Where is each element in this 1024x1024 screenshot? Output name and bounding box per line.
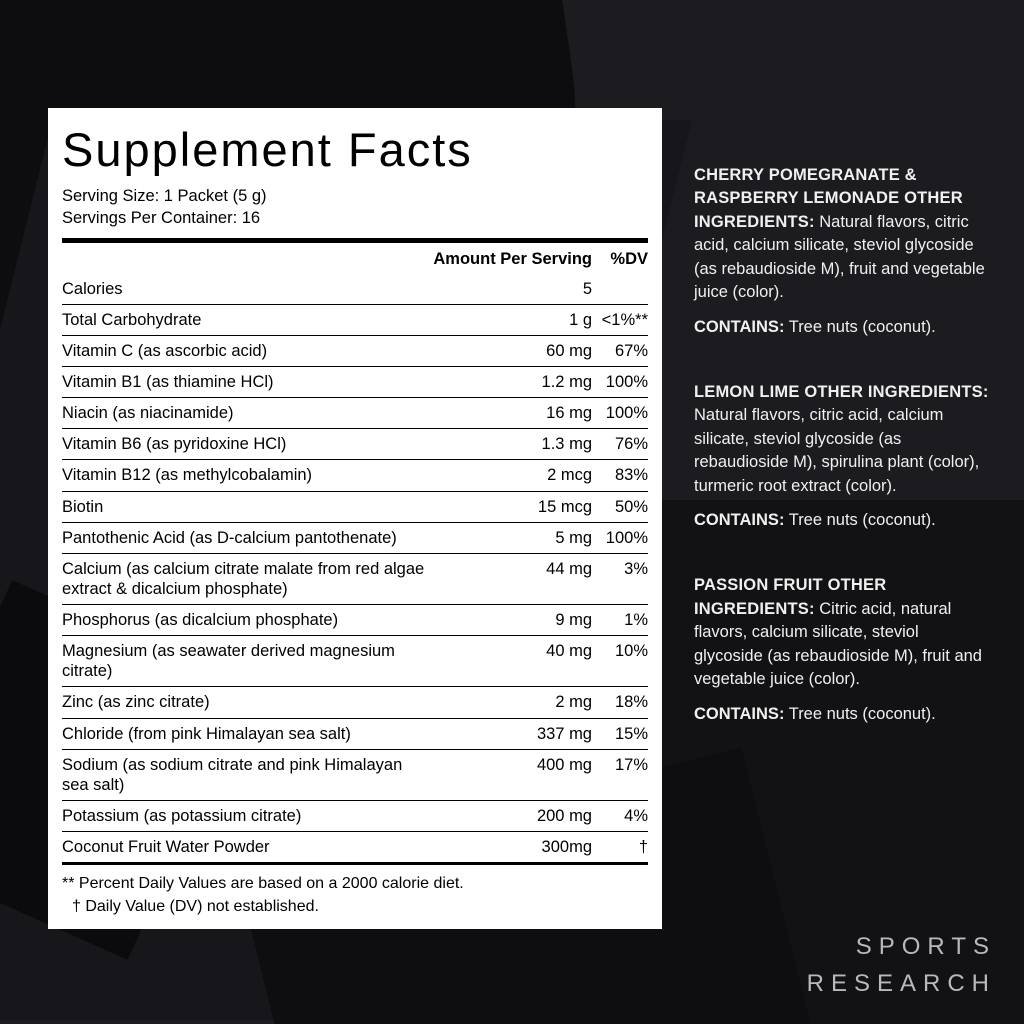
nutrient-amount: 300mg [541,838,592,857]
nutrient-name: Calcium (as calcium citrate malate from red algae extract & dicalcium phosphate) [62,553,433,604]
nutrient-name: Calories [62,274,433,305]
nutrient-percent-dv: 4% [592,800,648,831]
supplement-facts-panel [48,108,662,929]
allergen-statement [694,509,990,532]
nutrient-amount: 2 mcg [433,460,592,491]
nutrient-amount: 60 mg [433,335,592,366]
nutrient-amount: 400 mg [433,749,592,800]
table-row [62,274,648,305]
contains-body: Tree nuts (coconut). [784,317,936,336]
nutrition-table [62,243,648,863]
contains-body: Tree nuts (coconut). [784,511,936,530]
flavor-ingredients-label: LEMON LIME OTHER INGREDIENTS: [694,382,989,401]
nutrient-amount: 1.3 mg [433,429,592,460]
panel-title: Supplement Facts [62,123,473,176]
nutrient-percent-dv: † [638,838,648,857]
nutrient-percent-dv: 100% [592,367,648,398]
table-row [62,553,648,604]
flavor-ingredients-label: CHERRY POMEGRANATE & RASPBERRY LEMONADE OTHER INGREDIENTS: [694,166,963,231]
header-percent-dv: %DV [610,249,648,268]
ingredients-text [694,164,990,305]
nutrient-amount: 44 mg [433,553,592,604]
table-row [62,335,648,366]
footnotes [62,865,648,918]
nutrient-amount: 16 mg [433,398,592,429]
nutrient-percent-dv: 18% [592,687,648,718]
servings-per-container: Servings Per Container: 16 [62,209,261,228]
nutrient-amount: 200 mg [433,800,592,831]
nutrient-name: Magnesium (as seawater derived magnesium citrate) [62,636,433,687]
table-row [62,491,648,522]
table-row [62,636,648,687]
contains-label: CONTAINS: [694,704,785,723]
header-amount-per-serving: Amount Per Serving [433,249,592,268]
ingredients-block [694,164,990,339]
nutrient-amount: 5 [433,274,592,305]
ingredients-text [694,574,990,691]
table-row [62,398,648,429]
table-row [62,605,648,636]
nutrient-amount: 40 mg [433,636,592,687]
nutrient-percent-dv: 100% [592,398,648,429]
table-row [62,832,648,863]
table-row [62,718,648,749]
nutrient-name: Biotin [62,491,433,522]
other-ingredients-column [694,164,990,768]
nutrient-percent-dv: 15% [592,718,648,749]
nutrient-percent-dv: 76% [592,429,648,460]
nutrient-percent-dv: 10% [592,636,648,687]
table-row [62,749,648,800]
nutrient-name: Sodium (as sodium citrate and pink Himalayan sea salt) [62,749,433,800]
nutrient-name: Total Carbohydrate [62,304,433,335]
table-row [62,429,648,460]
nutrient-amount: 9 mg [433,605,592,636]
nutrient-amount: 337 mg [433,718,592,749]
nutrient-percent-dv: 100% [592,522,648,553]
brand-logo [807,928,996,1002]
nutrient-name: Zinc (as zinc citrate) [62,687,433,718]
table-header-row [62,243,648,274]
nutrient-name: Phosphorus (as dicalcium phosphate) [62,605,433,636]
brand-line-2: RESEARCH [806,969,996,997]
nutrient-percent-dv: 1% [592,605,648,636]
nutrient-percent-dv: 83% [592,460,648,491]
ingredients-body: Citric acid, natural flavors, calcium silicate, steviol glycoside (as rebaudioside M), fruit and vegetable juice (color). [694,599,982,689]
nutrient-name: Vitamin B1 (as thiamine HCl) [62,367,433,398]
header-blank [62,243,433,274]
table-row [62,800,648,831]
flavor-ingredients-label: PASSION FRUIT OTHER INGREDIENTS: [694,576,887,618]
ingredients-block [694,381,990,533]
nutrient-percent-dv [592,274,648,305]
nutrient-amount: 2 mg [433,687,592,718]
nutrient-percent-dv: <1%** [592,304,648,335]
nutrient-percent-dv: 50% [592,491,648,522]
allergen-statement [694,316,990,339]
nutrient-name: Coconut Fruit Water Powder [62,838,270,857]
nutrient-amount: 5 mg [433,522,592,553]
nutrient-percent-dv: 3% [592,553,648,604]
contains-body: Tree nuts (coconut). [784,704,936,723]
nutrient-amount: 1.2 mg [433,367,592,398]
table-row [62,367,648,398]
serving-size: Serving Size: 1 Packet (5 g) [62,187,267,205]
nutrient-amount: 15 mcg [433,491,592,522]
table-row [62,687,648,718]
nutrient-amount: 1 g [433,304,592,335]
ingredients-block [694,574,990,726]
nutrient-name: Vitamin B12 (as methylcobalamin) [62,460,433,491]
table-row [62,460,648,491]
nutrient-name: Vitamin B6 (as pyridoxine HCl) [62,429,433,460]
nutrient-percent-dv: 17% [592,749,648,800]
ingredients-body: Natural flavors, citric acid, calcium silicate, steviol glycoside (as rebaudioside M), fruit and vegetable juice (color). [694,212,985,302]
contains-label: CONTAINS: [694,317,785,336]
nutrient-name: Vitamin C (as ascorbic acid) [62,335,433,366]
nutrient-name: Pantothenic Acid (as D-calcium pantothenate) [62,522,433,553]
nutrient-name: Potassium (as potassium citrate) [62,800,433,831]
nutrient-name: Chloride (from pink Himalayan sea salt) [62,718,433,749]
footnote-dv-not-established: † Daily Value (DV) not established. [72,898,319,916]
nutrient-name: Niacin (as niacinamide) [62,398,433,429]
nutrient-percent-dv: 67% [592,335,648,366]
brand-line-1: SPORTS [855,932,996,960]
allergen-statement [694,703,990,726]
table-row [62,522,648,553]
ingredients-body: Natural flavors, citric acid, calcium silicate, steviol glycoside (as rebaudioside M), spirulina plant (color), turmeric root extract (color). [694,406,980,495]
table-row [62,304,648,335]
contains-label: CONTAINS: [694,511,785,530]
footnote-daily-values: ** Percent Daily Values are based on a 2000 calorie diet. [62,875,464,893]
ingredients-text [694,381,990,498]
